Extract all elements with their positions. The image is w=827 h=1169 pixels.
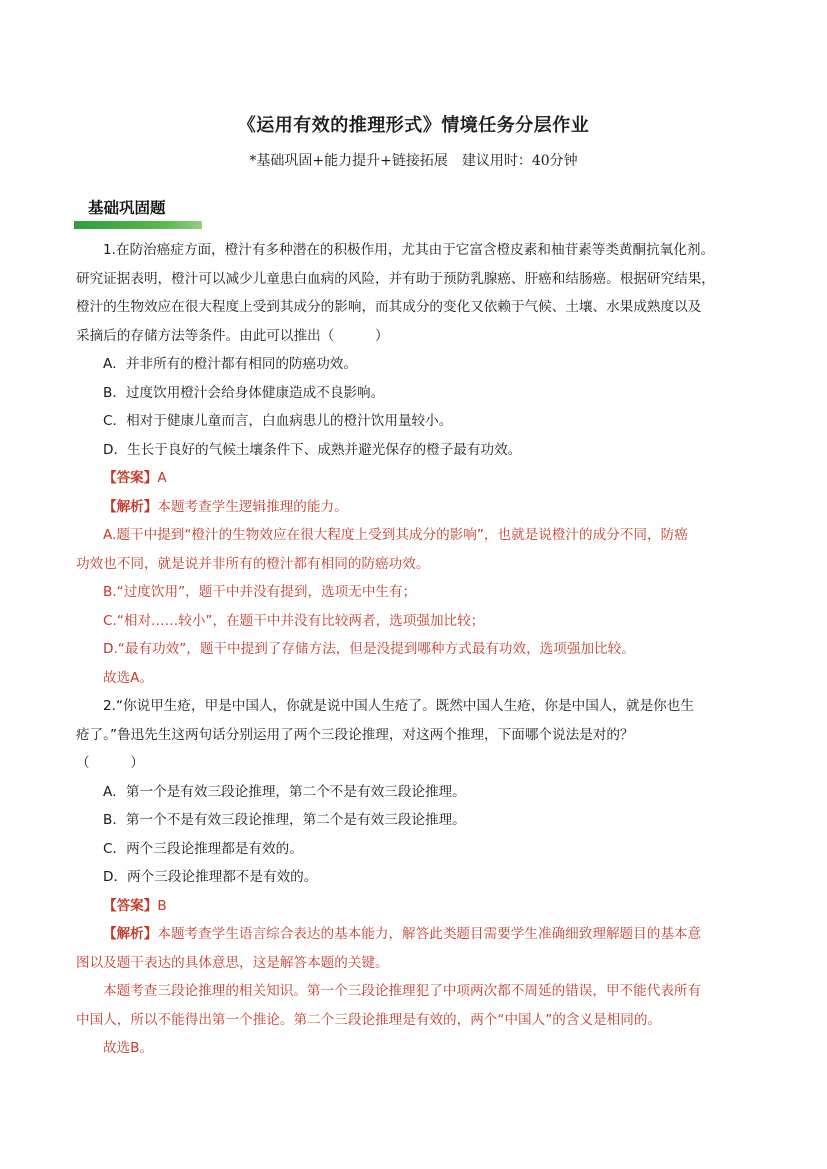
document-subtitle: *基础巩固+能力提升+链接拓展 建议用时：40分钟 xyxy=(249,153,578,169)
question-1-line-1: 1.在防治癌症方面，橙汁有多种潜在的积极作用，尤其由于它富含橙皮素和柚苷素等类黄酮抗氧化剂。 xyxy=(103,242,715,258)
question-1-option-d: D．生长于良好的气候土壤条件下、成熟并避光保存的橙子最有功效。 xyxy=(103,441,522,458)
question-1-option-a: A．并非所有的橙汁都有相同的防癌功效。 xyxy=(103,356,357,372)
question-2-option-c: C．两个三段论推理都是有效的。 xyxy=(103,840,303,857)
question-1-option-c: C．相对于健康儿童而言，白血病患儿的橙汁饮用量较小。 xyxy=(103,413,453,429)
question-1-explain-a-line-2: 功效也不同，就是说并非所有的橙汁都有相同的防癌功效。 xyxy=(76,555,430,572)
question-2-explain-line-2: 中国人，所以不能得出第一个推论。第二个三段论推理是有效的，两个“中国人”的含义是相同的。 xyxy=(76,1011,662,1028)
question-1-explain-b: B.“过度饮用”，题干中并没有提到，选项无中生有； xyxy=(103,584,417,600)
answer-tag: 【答案】 xyxy=(103,897,158,914)
question-1-answer xyxy=(76,464,756,493)
question-2-option-b: B．第一个不是有效三段论推理，第二个是有效三段论推理。 xyxy=(103,812,466,828)
question-2-option-d: D．两个三段论推理都不是有效的。 xyxy=(103,869,318,885)
question-2-line-1: 2.“你说甲生疮，甲是中国人，你就是说中国人生疮了。既然中国人生疮，你是中国人，就是你也生 xyxy=(103,698,694,714)
question-1-conclusion: 故选A。 xyxy=(103,669,154,686)
question-2 xyxy=(76,692,756,1063)
question-2-conclusion: 故选B。 xyxy=(103,1040,154,1056)
question-1-line-2: 研究证据表明，橙汁可以减少儿童患白血病的风险，并有助于预防乳腺癌、肝癌和结肠癌。根据研究结果， xyxy=(76,270,715,287)
section-underline-bar xyxy=(74,221,202,229)
section-label: 基础巩固题 xyxy=(88,199,166,217)
analysis-text: 本题考查学生逻辑推理的能力。 xyxy=(157,498,348,515)
analysis-tag: 【解析】 xyxy=(103,926,158,942)
question-2-analysis-line-2: 图以及题干表达的具体意思，这是解答本题的关键。 xyxy=(76,954,389,971)
question-1 xyxy=(76,236,756,692)
answer-tag: 【答案】 xyxy=(103,470,158,486)
question-1-explain-c: C.“相对……较小”，在题干中并没有比较两者，选项强加比较； xyxy=(103,612,485,629)
question-2-line-3: （ ） xyxy=(76,755,144,771)
question-2-explain-line-1: 本题考查三段论推理的相关知识。第一个三段论推理犯了中项两次都不周延的错误，甲不能代表所有 xyxy=(103,983,702,999)
analysis-tag: 【解析】 xyxy=(103,498,158,515)
analysis-text: 本题考查学生语言综合表达的基本能力，解答此类题目需要学生准确细致理解题目的基本意 xyxy=(157,926,702,942)
document-title: 《运用有效的推理形式》情境任务分层作业 xyxy=(237,115,590,136)
question-1-line-3: 橙汁的生物效应在很大程度上受到其成分的影响，而其成分的变化又依赖于气候、土壤、水果成熟度以及 xyxy=(76,299,702,315)
question-1-explain-a-line-1: A.题干中提到“橙汁的生物效应在很大程度上受到其成分的影响”，也就是说橙汁的成分不同，防癌 xyxy=(103,527,688,543)
question-2-answer xyxy=(76,892,756,921)
question-1-option-b: B．过度饮用橙汁会给身体健康造成不良影响。 xyxy=(103,384,385,401)
question-1-explain-d: D.“最有功效”，题干中提到了存储方法，但是没提到哪种方式最有功效，选项强加比较。 xyxy=(103,641,635,657)
question-2-analysis-line-1 xyxy=(76,920,756,949)
answer-value: B xyxy=(157,897,167,914)
answer-value: A xyxy=(157,470,167,486)
question-2-line-2: 疮了。”鲁迅先生这两句话分别运用了两个三段论推理，对这两个推理，下面哪个说法是对的？ xyxy=(76,726,634,743)
question-1-analysis xyxy=(76,493,756,522)
question-2-option-a: A．第一个是有效三段论推理，第二个不是有效三段论推理。 xyxy=(103,783,466,800)
question-1-line-4: 采摘后的存储方法等条件。由此可以推出（ ） xyxy=(76,327,389,344)
document-body xyxy=(76,236,756,1063)
